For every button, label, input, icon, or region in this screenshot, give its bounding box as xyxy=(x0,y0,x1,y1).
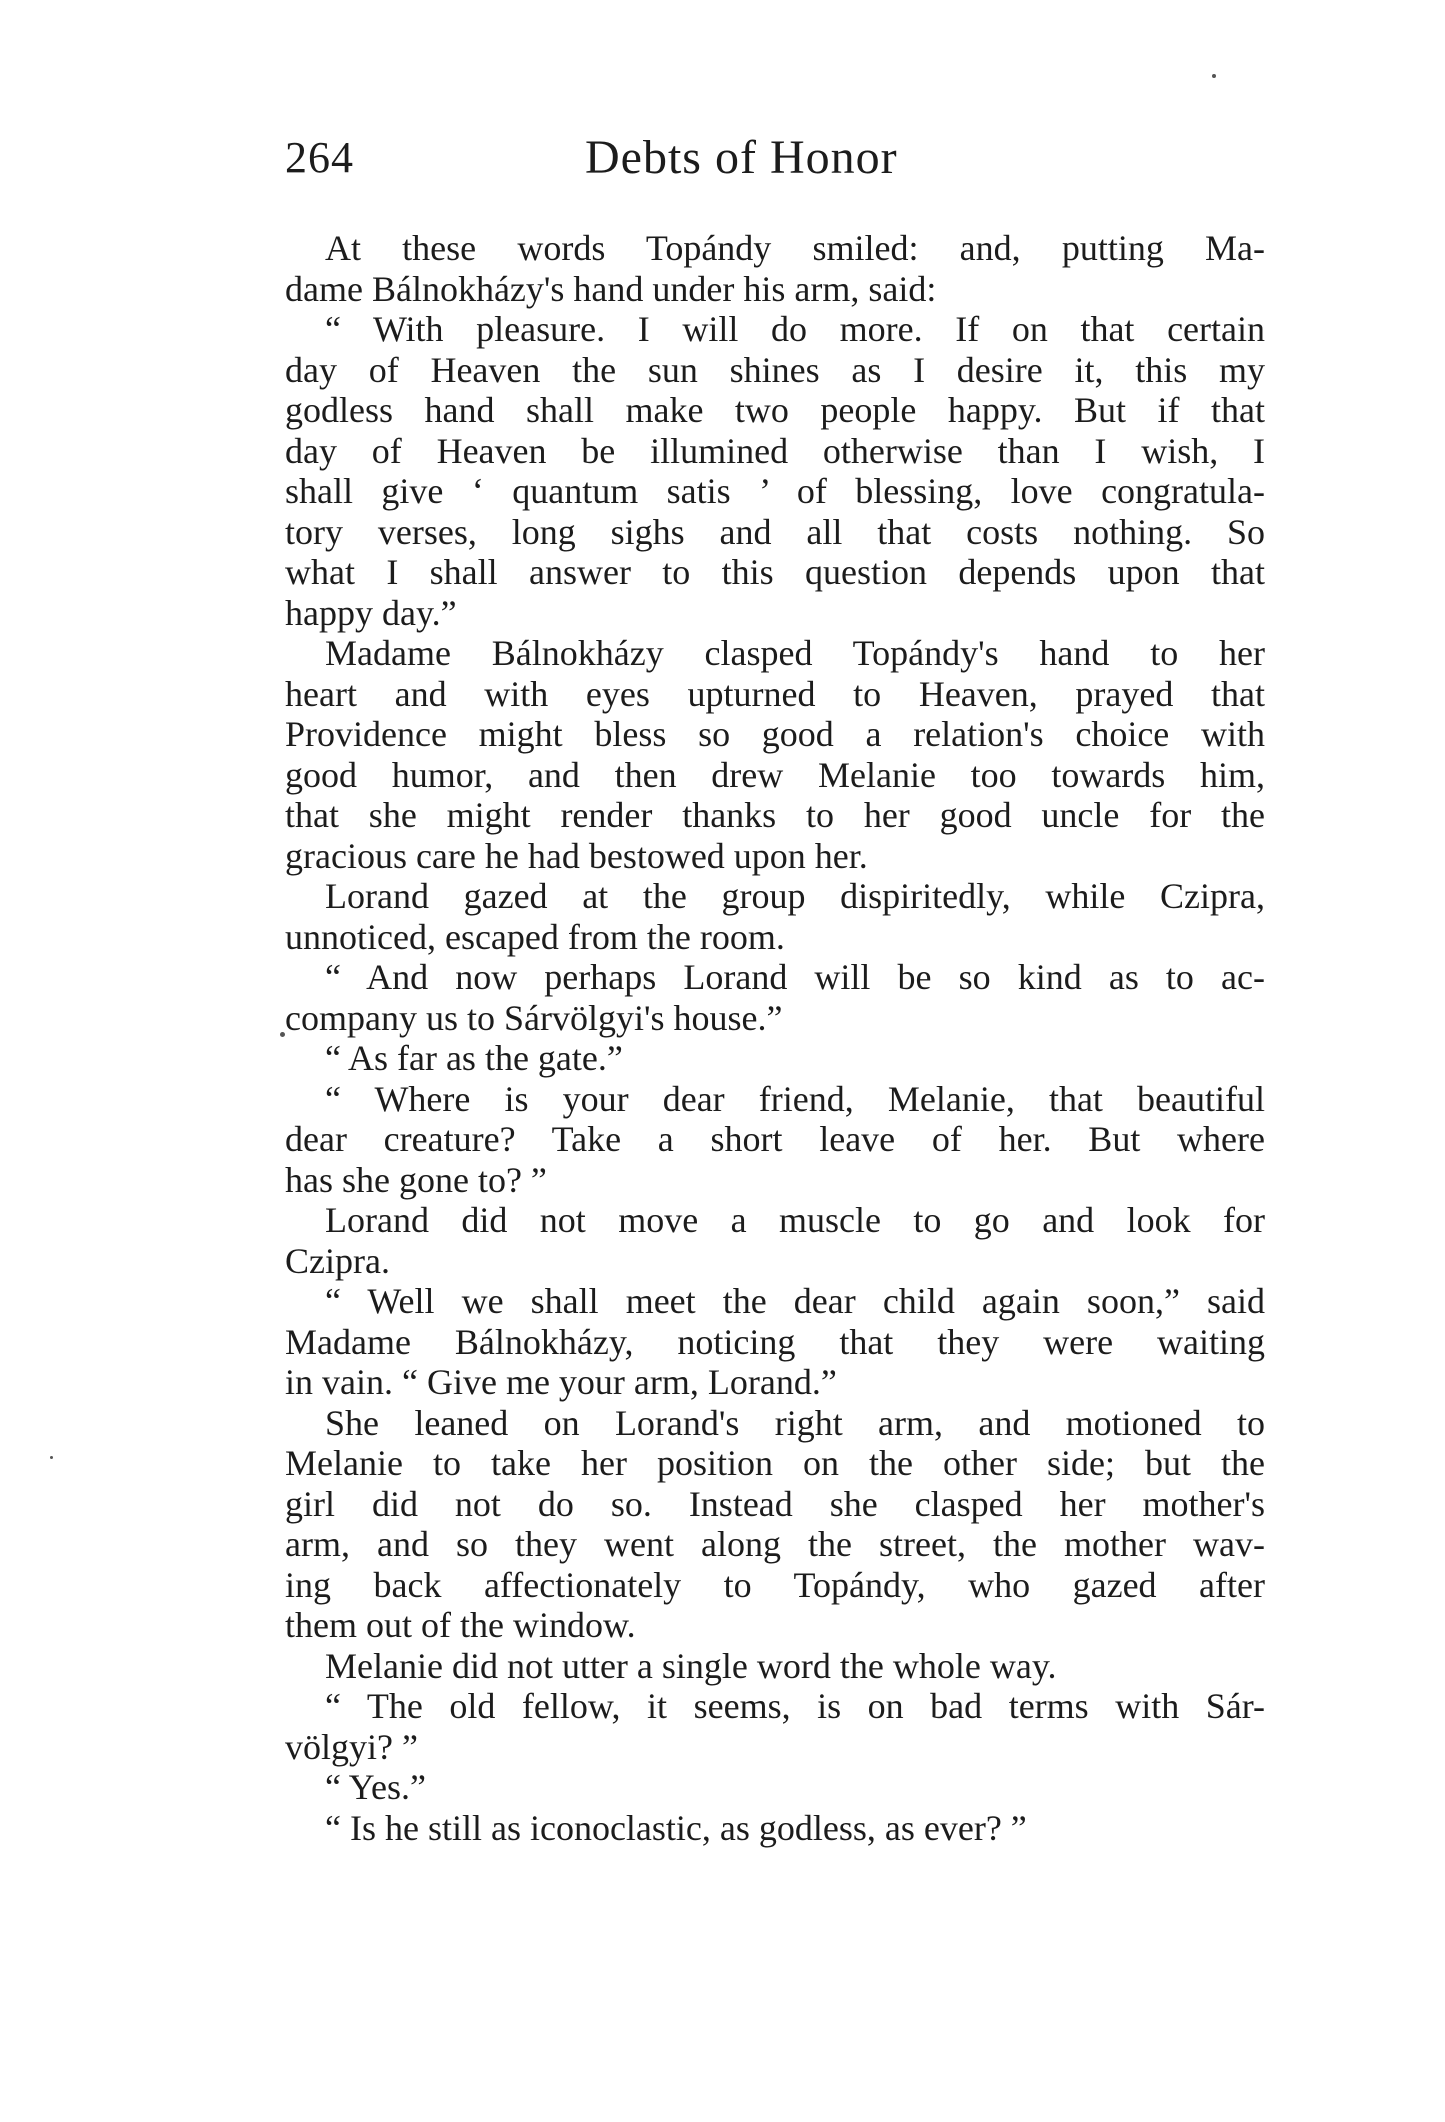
text-line: “ Yes.” xyxy=(325,1767,427,1807)
text-line: “ Where is your dear friend, Melanie, that beautiful xyxy=(325,1078,1265,1119)
text-line: unnoticed, escaped from the room. xyxy=(285,916,785,957)
text-line: in vain. “ Give me your arm, Lorand.” xyxy=(285,1362,837,1402)
text-line: dear creature? Take a short leave of her. But where xyxy=(285,1119,1265,1159)
text-line: Madame Bálnokházy clasped Topándy's hand to her xyxy=(325,633,1265,673)
text-line: that she might render thanks to her good uncle for the xyxy=(285,795,1265,835)
text-line: Czipra. xyxy=(285,1240,390,1281)
text-line: “ Is he still as iconoclastic, as godless, as ever? ” xyxy=(325,1807,1027,1848)
text-line: girl did not do so. Instead she clasped her mother's xyxy=(285,1483,1265,1524)
text-line: Melanie did not utter a single word the whole way. xyxy=(325,1645,1057,1686)
text-line: Madame Bálnokházy, noticing that they were waiting xyxy=(285,1321,1265,1362)
text-line: day of Heaven be illumined otherwise than I wish, I xyxy=(285,430,1265,471)
text-line: She leaned on Lorand's right arm, and motioned to xyxy=(325,1402,1265,1443)
text-line: “ And now perhaps Lorand will be so kind as to ac- xyxy=(325,957,1265,997)
text-line: company us to Sárvölgyi's house.” xyxy=(285,997,783,1038)
text-line: happy day.” xyxy=(285,592,457,633)
page-header xyxy=(285,128,1285,198)
body-text xyxy=(285,228,1265,1848)
text-line: them out of the window. xyxy=(285,1605,636,1645)
text-line: “ With pleasure. I will do more. If on that certain xyxy=(325,309,1265,349)
text-line: what I shall answer to this question depends upon that xyxy=(285,552,1265,592)
text-line: Melanie to take her position on the other side; but the xyxy=(285,1443,1265,1483)
text-line: gracious care he had bestowed upon her. xyxy=(285,835,868,876)
text-line: “ Well we shall meet the dear child again soon,” said xyxy=(325,1281,1265,1321)
text-line: shall give ‘ quantum satis ’ of blessing, love congratula- xyxy=(285,471,1265,511)
text-line: At these words Topándy smiled: and, putting Ma- xyxy=(325,228,1265,268)
text-line: Lorand gazed at the group dispiritedly, while Czipra, xyxy=(325,876,1265,916)
text-line: “ The old fellow, it seems, is on bad terms with Sár- xyxy=(325,1686,1265,1726)
text-line: “ As far as the gate.” xyxy=(325,1038,623,1078)
running-title: Debts of Honor xyxy=(585,131,898,184)
text-line: has she gone to? ” xyxy=(285,1159,547,1200)
text-line: völgyi? ” xyxy=(285,1726,418,1767)
text-line: tory verses, long sighs and all that costs nothing. So xyxy=(285,511,1265,552)
text-line: Providence might bless so good a relation's choice with xyxy=(285,714,1265,754)
text-line: heart and with eyes upturned to Heaven, prayed that xyxy=(285,673,1265,714)
text-line: arm, and so they went along the street, the mother wav- xyxy=(285,1524,1265,1564)
text-line: ing back affectionately to Topándy, who gazed after xyxy=(285,1564,1265,1605)
text-line: godless hand shall make two people happy. But if that xyxy=(285,390,1265,430)
print-speck xyxy=(50,1456,53,1459)
text-line: day of Heaven the sun shines as I desire it, this my xyxy=(285,349,1265,390)
page-number: 264 xyxy=(285,133,354,182)
text-line: Lorand did not move a muscle to go and look for xyxy=(325,1200,1265,1240)
text-line: good humor, and then drew Melanie too towards him, xyxy=(285,754,1265,795)
print-speck xyxy=(1212,74,1216,78)
text-line: dame Bálnokházy's hand under his arm, said: xyxy=(285,268,937,309)
print-speck xyxy=(280,1032,285,1037)
